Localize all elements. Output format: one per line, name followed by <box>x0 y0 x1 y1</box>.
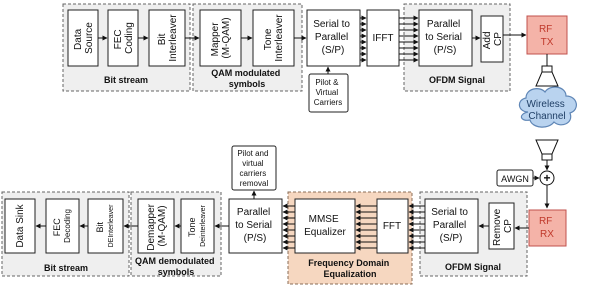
tx-fec-coding-label: FEC Coding <box>113 22 135 54</box>
rx-parallel-to-serial-label: Parallel to Serial (P/S) <box>235 207 272 244</box>
rx-pilot-virtual-removal-label: Pilot and virtual carriers removal <box>237 149 269 188</box>
rx-bit-stream-caption: Bit stream <box>43 263 89 273</box>
tx-ifft-label: IFFT <box>372 33 394 44</box>
rx-demapper-label: Demapper (M-QAM) <box>146 204 168 251</box>
tx-qam-modulated-caption: QAM modulated symbols <box>211 68 281 89</box>
rx-mmse-equalizer-block <box>295 199 355 253</box>
rx-antenna-icon <box>536 140 558 160</box>
rx-serial-to-parallel-label: Serial to Parallel (S/P) <box>431 207 468 244</box>
tx-tone-interleaver-label: Tone Interleaver <box>263 14 285 62</box>
rx-fec-decoding-label: FEC Decoding <box>52 209 72 243</box>
tx-bit-interleaver-label: Bit Interleaver <box>157 14 179 62</box>
tx-rf-block <box>527 16 567 54</box>
rx-qam-demodulated-caption: QAM demodulated symbols <box>134 256 215 277</box>
rx-tone-deinterleaver-block <box>181 199 214 253</box>
rx-frequency-domain-equalization-caption: Frequency Domain Equalization <box>308 258 390 279</box>
tx-mapper-label: Mapper (M-QAM) <box>210 17 232 59</box>
tx-add-cp-label: Add CP <box>482 31 504 50</box>
rx-data-sink-label: Data Sink <box>15 204 26 248</box>
rx-rf-label: RF RX <box>538 216 554 240</box>
tx-parallel-lanes-sp-ifft <box>360 18 366 60</box>
tx-rf-label: RF TX <box>538 24 554 48</box>
awgn-label: AWGN <box>501 174 529 184</box>
rx-fft-label: FFT <box>382 221 402 232</box>
tx-ofdm-signal-caption: OFDM Signal <box>429 75 485 85</box>
adder-symbol: + <box>543 171 551 185</box>
tx-bit-stream-caption: Bit stream <box>103 75 149 85</box>
rx-ofdm-signal-caption: OFDM Signal <box>445 262 501 272</box>
rx-mmse-equalizer-label: MMSE Equalizer <box>304 214 346 238</box>
tx-data-source-label: Data Source <box>73 22 95 54</box>
tx-antenna-icon <box>536 66 558 86</box>
rx-bit-deinterleaver-label: Bit DEInterleaver <box>95 204 115 248</box>
rx-remove-cp-label: Remove CP <box>492 208 514 247</box>
tx-parallel-to-serial-label: Parallel to Serial (P/S) <box>425 19 462 56</box>
wireless-channel-label: Wireless Channel <box>526 99 566 122</box>
tx-pilot-virtual-carriers-label: Pilot & Virtual Carriers <box>313 78 343 107</box>
rx-tone-deinterleaver-label: Tone Deinterleaver <box>187 205 207 247</box>
tx-serial-to-parallel-label: Serial to Parallel (S/P) <box>313 19 350 56</box>
rx-bit-deinterleaver-block <box>88 199 123 253</box>
